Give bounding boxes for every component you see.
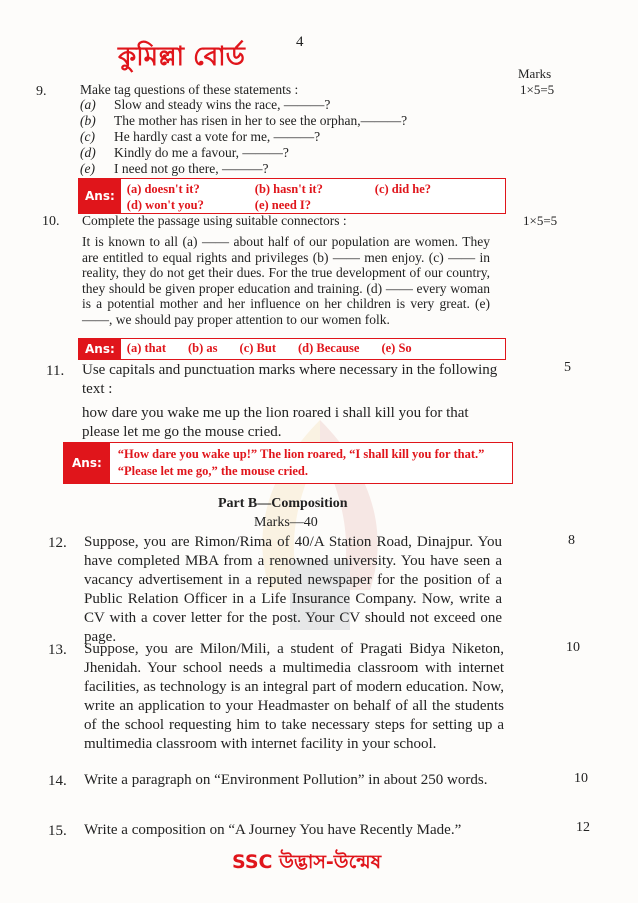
q13-number: 13.: [48, 642, 67, 658]
q10-passage: It is known to all (a) —— about half of our population are women. They are entitled to equal rights and privileges (b) —— men enjoy. (c) —— in reality, they do not get their dues. For the true development of our country, they should be given proper education and training. (d) —— every woman is a potential mother and her influence on her children is very great. (e) ——, we should pay proper attention to our women folk.: [82, 234, 490, 327]
q9-marks: 1×5=5: [520, 82, 555, 97]
q9-answer-b: (b) hasn't it?: [254, 182, 323, 196]
q9-item-a: (a) Slow and steady wins the race, ———?: [80, 97, 331, 112]
q9-answer-e: (e) need I?: [254, 198, 312, 212]
q9-item-c: (c) He hardly cast a vote for me, ———?: [80, 129, 321, 144]
board-name: কুমিল্লা বোর্ড: [118, 42, 245, 72]
marks-heading: Marks: [518, 66, 552, 81]
answer-label: Ans:: [79, 179, 121, 213]
part-b-title: Part B—Composition: [218, 496, 348, 511]
q11-answer: “How dare you wake up!” The lion roared, “I shall kill you for that.” “Please let me go,” the mouse cried.: [117, 447, 485, 478]
page-number: 4: [296, 34, 304, 50]
q11-marks: 5: [564, 360, 571, 375]
q10-answer-a: (a) that: [126, 341, 167, 355]
q10-answer-e: (e) So: [381, 341, 412, 355]
q9-item-d: (d) Kindly do me a favour, ———?: [80, 145, 289, 160]
q9-answer-d: (d) won't you?: [126, 198, 204, 212]
q11-number: 11.: [46, 363, 65, 379]
q9-answer-box: [78, 178, 506, 214]
q12-marks: 8: [568, 533, 575, 548]
q14-number: 14.: [48, 773, 67, 789]
q9-answer-c: (c) did he?: [374, 182, 432, 196]
answer-label: Ans:: [79, 339, 121, 359]
q9-prompt: Make tag questions of these statements :: [80, 82, 299, 97]
q15-text: Write a composition on “A Journey You have Recently Made.”: [84, 822, 462, 838]
q10-marks: 1×5=5: [523, 213, 558, 228]
q10-prompt: Complete the passage using suitable connectors :: [82, 213, 347, 228]
part-b-marks: Marks—40: [254, 515, 318, 530]
q10-answer-c: (c) But: [239, 341, 276, 355]
q10-answer-box: [78, 338, 506, 360]
q10-answers: [121, 339, 418, 359]
q11-prompt: Use capitals and punctuation marks where necessary in the following text :: [82, 362, 498, 397]
q11-answer-box: [63, 442, 513, 484]
q14-marks: 10: [574, 771, 588, 786]
q14-text: Write a paragraph on “Environment Pollution” in about 250 words.: [84, 772, 488, 788]
q12-number: 12.: [48, 535, 67, 551]
q11-text: how dare you wake me up the lion roared i shall kill you for that please let me go the mouse cried.: [82, 405, 469, 440]
q10-number: 10.: [42, 214, 60, 229]
q15-number: 15.: [48, 823, 67, 839]
q12-text: Suppose, you are Rimon/Rima of 40/A Station Road, Dinajpur. You have completed MBA from a renowned university. You have seen a vacancy advertisement in a reputed newspaper for the position of a Public Relation Officer in a Life Insurance Company. Now, write a CV with a cover letter for the post. Your CV should not exceed one page.: [84, 534, 502, 645]
q10-answer-b: (b) as: [188, 341, 218, 355]
q13-text: Suppose, you are Milon/Mili, a student of Pragati Bidya Niketon, Jhenidah. Your school needs a multimedia classroom with internet facilities, as technology is an integral part of modern education. Now, write an application to your Headmaster on behalf of all the students of the school requesting him to take necessary steps for setting up a multimedia classroom with internet facility in your school.: [84, 641, 504, 752]
q9-number: 9.: [36, 84, 47, 99]
answer-label: Ans:: [64, 443, 110, 483]
q9-answers: [121, 179, 501, 213]
q9-item-e: (e) I need not go there, ———?: [80, 161, 269, 176]
q10-answer-d: (d) Because: [298, 341, 360, 355]
q15-marks: 12: [576, 820, 590, 835]
q13-marks: 10: [566, 640, 580, 655]
footer-brand: SSC উদ্ভাস-উন্মেষ: [232, 851, 382, 873]
q9-item-b: (b) The mother has risen in her to see the orphan,———?: [80, 113, 408, 128]
q9-answer-a: (a) doesn't it?: [126, 182, 200, 196]
